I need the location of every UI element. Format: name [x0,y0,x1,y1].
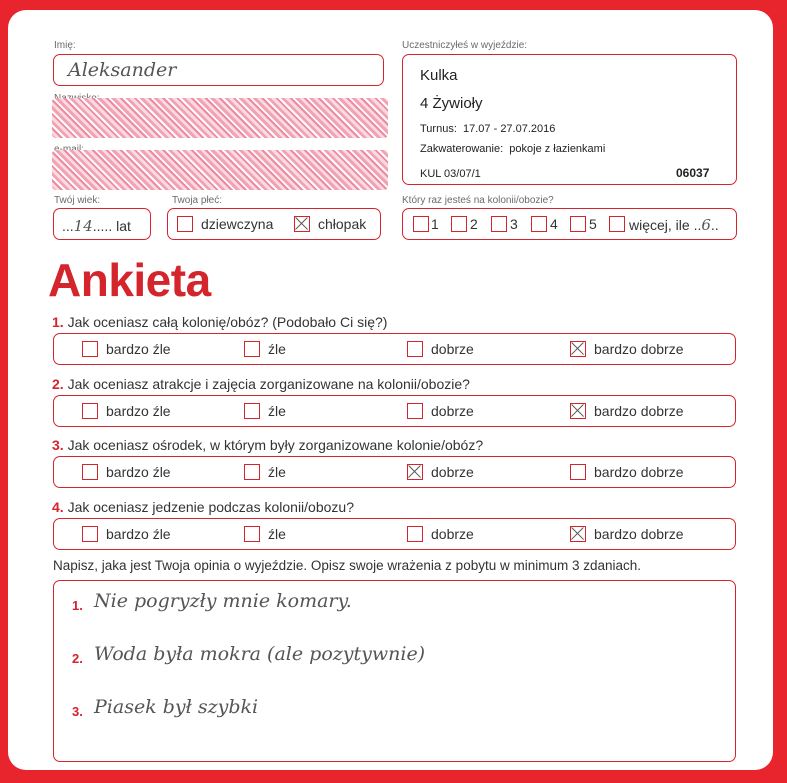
opinion-line-3-number: 3. [72,704,83,719]
q3-checkbox-dobrze[interactable] [407,464,423,480]
question-1 [52,314,387,330]
q3-option-zle: źle [268,464,286,480]
question-2-options [53,395,736,427]
question-2-text: Jak oceniasz atrakcje i zajęcia zorganizowane na kolonii/obozie? [67,376,470,392]
times-more-value: 6 [701,216,711,234]
question-4-options [53,518,736,550]
age-row [62,217,131,235]
gender-field [167,208,381,240]
q1-option-zle: źle [268,341,286,357]
times-option-3: 3 [510,216,518,232]
accommodation-value: pokoje z łazienkami [509,143,606,155]
age-value: 14 [73,217,93,235]
q4-option-zle: źle [268,526,286,542]
gender-option-chlopak: chłopak [318,216,367,232]
q2-option-bardzo-dobrze: bardzo dobrze [594,403,684,419]
q4-checkbox-bardzo-zle[interactable] [82,526,98,542]
accommodation-label: Zakwaterowanie: [420,143,504,155]
times-checkbox-4[interactable] [531,216,547,232]
question-3 [52,437,483,453]
age-prefix: ... [62,218,74,234]
times-option-4: 4 [550,216,558,232]
q3-checkbox-bardzo-zle[interactable] [82,464,98,480]
q2-option-bardzo-zle: bardzo źle [106,403,171,419]
opinion-line-2-text: Woda była mokra (ale pozytywnie) [94,643,426,665]
question-3-number: 3. [52,437,64,453]
name-label: Imię: [54,40,76,51]
turnus-label: Turnus: [420,123,457,135]
surname-field-redacted[interactable] [52,98,388,138]
trip-subtitle: 4 Żywioły [420,95,483,112]
q3-option-dobrze: dobrze [431,464,474,480]
question-3-options [53,456,736,488]
trip-info-box [402,54,737,185]
q4-checkbox-dobrze[interactable] [407,526,423,542]
opinion-line-3-text: Piasek był szybki [94,696,259,718]
q2-option-dobrze: dobrze [431,403,474,419]
times-checkbox-3[interactable] [491,216,507,232]
q1-checkbox-bardzo-dobrze[interactable] [570,341,586,357]
age-suffix: ..... lat [92,218,131,234]
question-1-text: Jak oceniasz całą kolonię/obóz? (Podobało Ci się?) [67,314,388,330]
trip-name: Kulka [420,67,458,84]
q4-checkbox-bardzo-dobrze[interactable] [570,526,586,542]
q2-checkbox-zle[interactable] [244,403,260,419]
q1-option-bardzo-zle: bardzo źle [106,341,171,357]
times-field [402,208,737,240]
question-3-text: Jak oceniasz ośrodek, w którym były zorganizowane kolonie/obóz? [67,437,484,453]
question-2 [52,376,470,392]
trip-label: Uczestniczyłeś w wyjeździe: [402,40,528,51]
times-checkbox-1[interactable] [413,216,429,232]
question-4 [52,499,354,515]
gender-checkbox-chlopak[interactable] [294,216,310,232]
q4-checkbox-zle[interactable] [244,526,260,542]
q4-option-bardzo-dobrze: bardzo dobrze [594,526,684,542]
opinion-line-1-text: Nie pogryzły mnie komary. [94,590,352,612]
times-checkbox-more[interactable] [609,216,625,232]
q4-option-bardzo-zle: bardzo źle [106,526,171,542]
question-1-options [53,333,736,365]
survey-sheet [8,10,773,770]
q3-checkbox-bardzo-dobrze[interactable] [570,464,586,480]
times-option-more: więcej, ile ..6.. [629,216,719,234]
name-field[interactable] [53,54,384,86]
question-2-number: 2. [52,376,64,392]
opinion-line-2-number: 2. [72,651,83,666]
gender-label: Twoja płeć: [172,195,223,206]
q1-option-bardzo-dobrze: bardzo dobrze [594,341,684,357]
email-field-redacted[interactable] [52,150,388,190]
opinion-line-1-number: 1. [72,598,83,613]
trip-code: KUL 03/07/1 [420,168,481,180]
q1-checkbox-dobrze[interactable] [407,341,423,357]
q2-option-zle: źle [268,403,286,419]
trip-turnus [420,123,555,135]
q1-option-dobrze: dobrze [431,341,474,357]
q3-option-bardzo-zle: bardzo źle [106,464,171,480]
q1-checkbox-zle[interactable] [244,341,260,357]
q2-checkbox-bardzo-dobrze[interactable] [570,403,586,419]
times-option-1: 1 [431,216,439,232]
gender-checkbox-dziewczyna[interactable] [177,216,193,232]
q1-checkbox-bardzo-zle[interactable] [82,341,98,357]
times-more-label: więcej, ile [629,217,690,233]
age-label: Twój wiek: [54,195,101,206]
times-checkbox-5[interactable] [570,216,586,232]
question-1-number: 1. [52,314,64,330]
times-label: Który raz jesteś na kolonii/obozie? [402,195,554,206]
times-option-5: 5 [589,216,597,232]
opinion-prompt: Napisz, jaka jest Twoja opinia o wyjeździe. Opisz swoje wrażenia z pobytu w minimum 3 zdaniach. [53,558,642,573]
gender-option-dziewczyna: dziewczyna [201,216,274,232]
question-4-number: 4. [52,499,64,515]
question-4-text: Jak oceniasz jedzenie podczas kolonii/obozu? [67,499,354,515]
q3-checkbox-zle[interactable] [244,464,260,480]
trip-accommodation [420,143,605,155]
q2-checkbox-bardzo-zle[interactable] [82,403,98,419]
survey-title: Ankieta [48,254,211,306]
q3-option-bardzo-dobrze: bardzo dobrze [594,464,684,480]
q4-option-dobrze: dobrze [431,526,474,542]
name-value: Aleksander [68,59,177,81]
turnus-value: 17.07 - 27.07.2016 [463,123,556,135]
trip-number: 06037 [676,166,710,180]
times-option-2: 2 [470,216,478,232]
times-checkbox-2[interactable] [451,216,467,232]
age-field[interactable] [53,208,151,240]
q2-checkbox-dobrze[interactable] [407,403,423,419]
